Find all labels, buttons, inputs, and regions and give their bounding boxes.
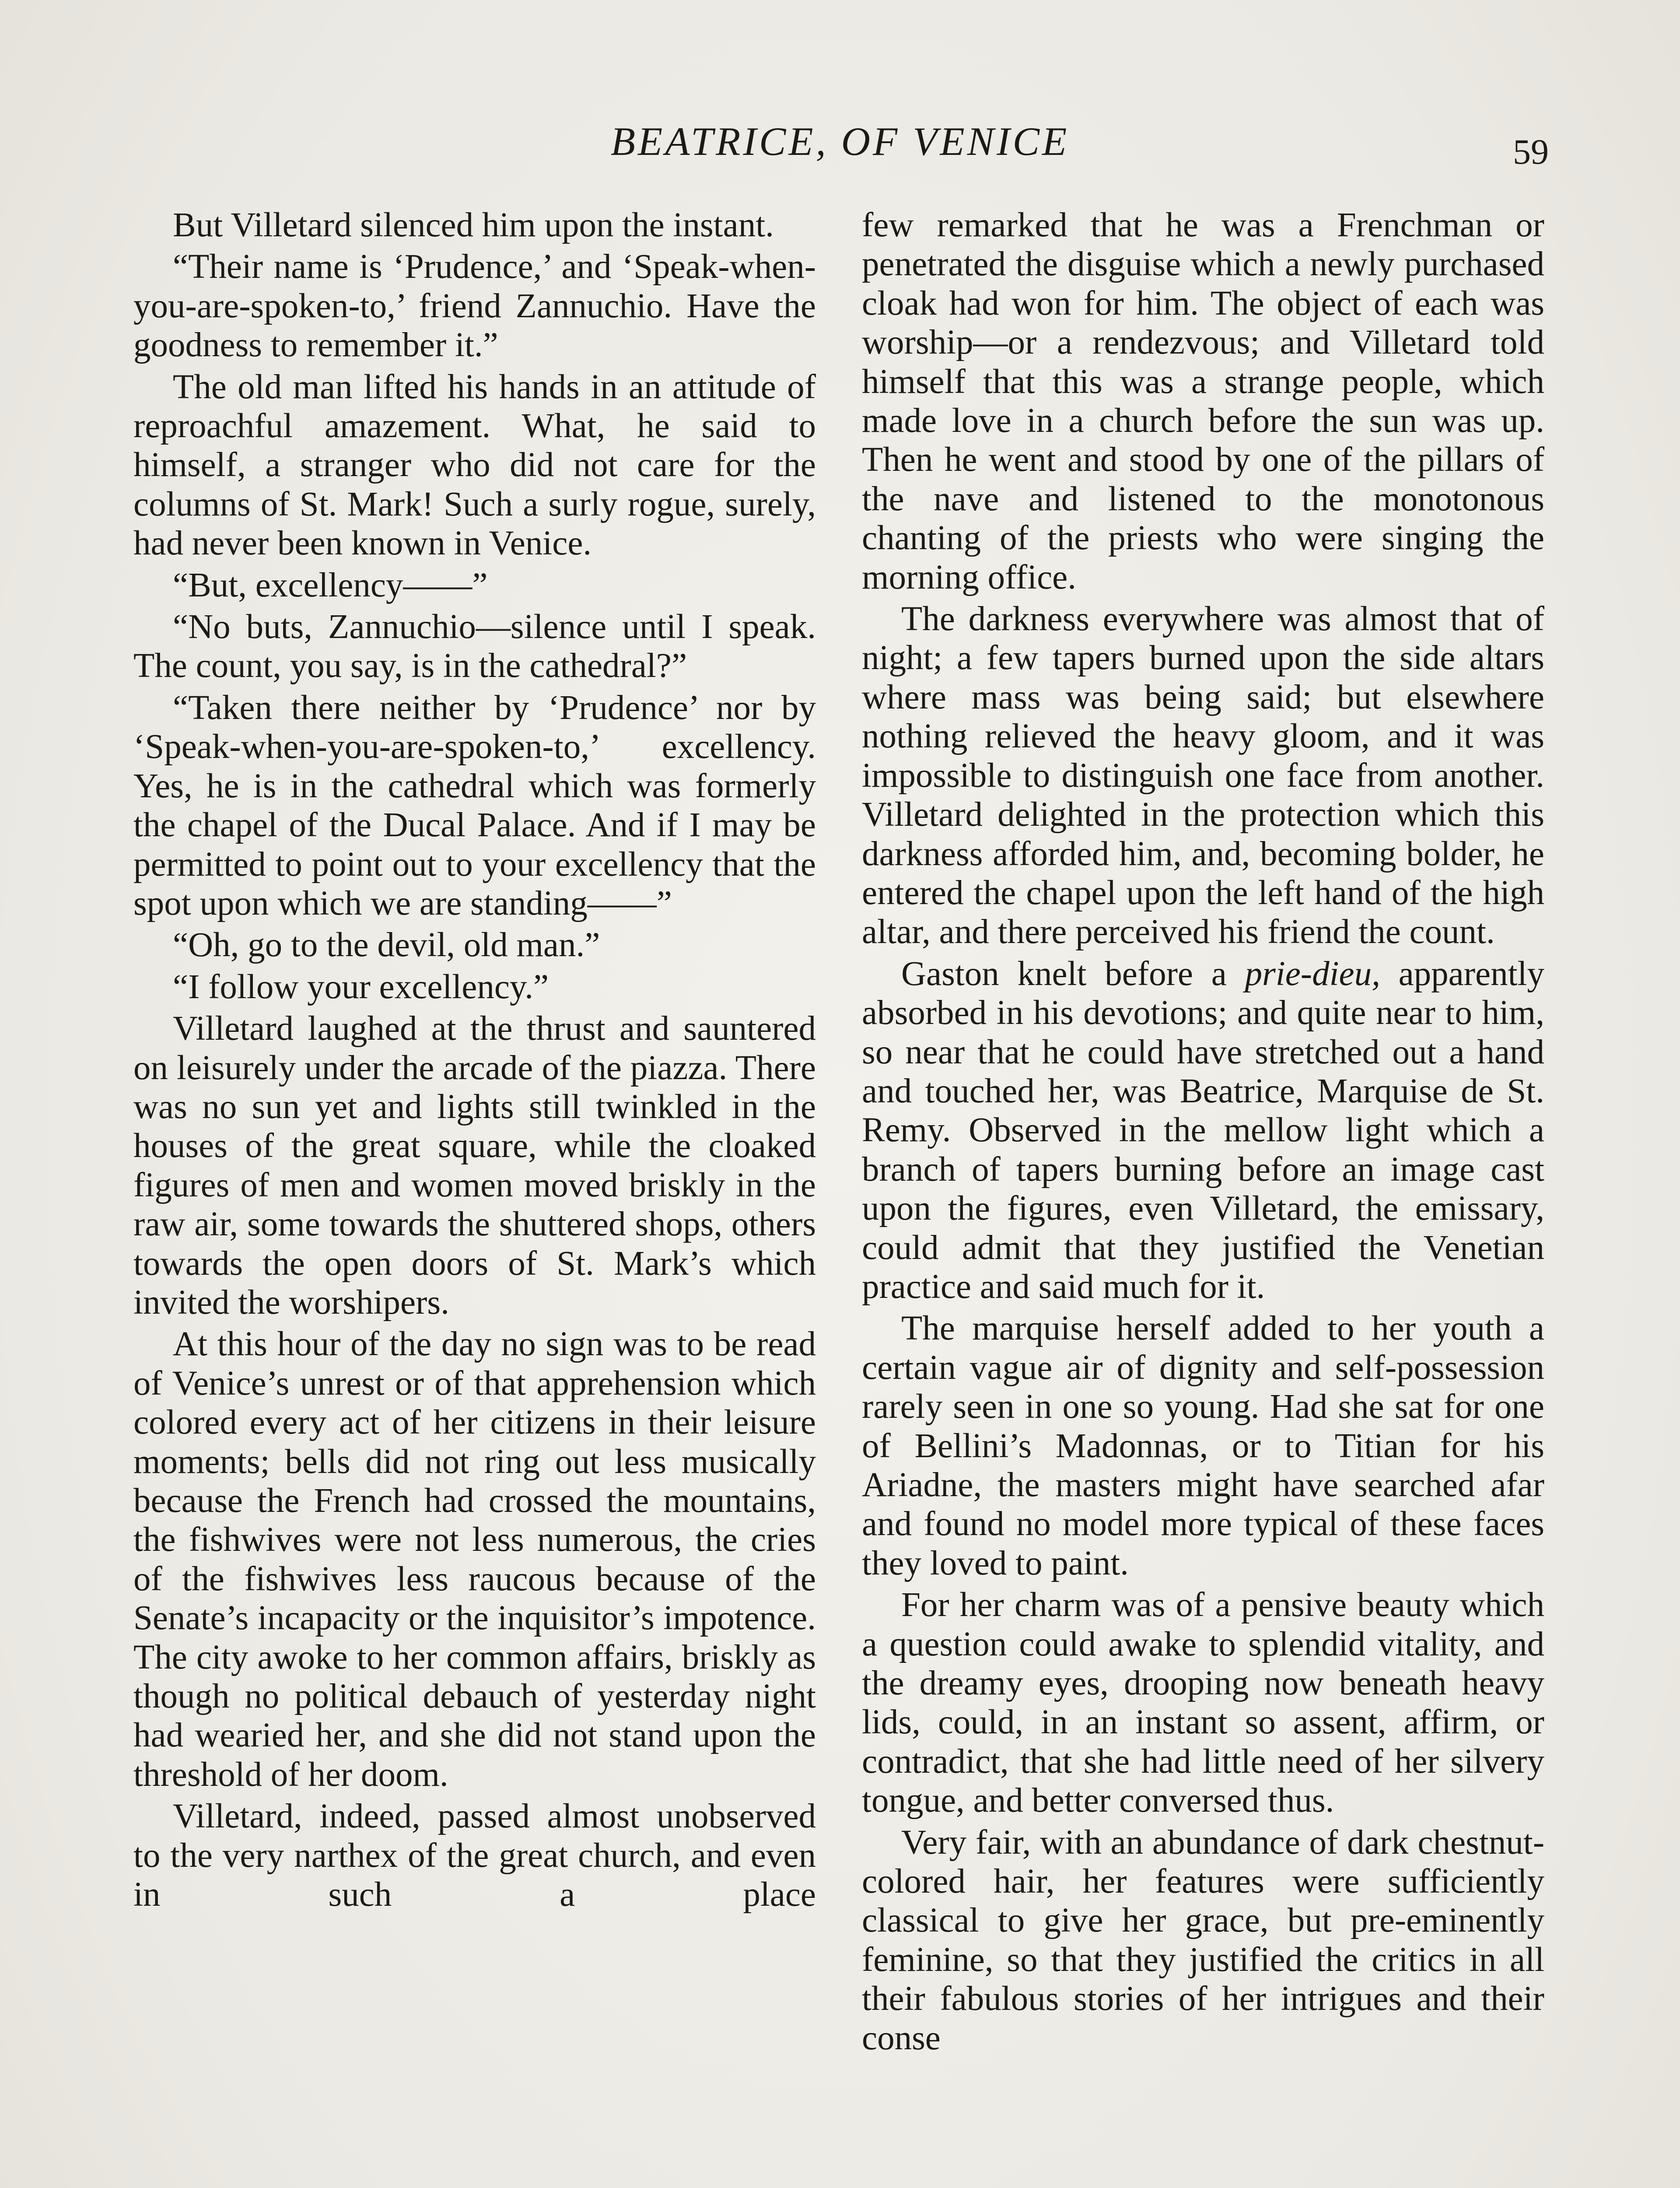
page-number: 59 [1513, 132, 1549, 172]
paragraph-continuation: few remarked that he was a Frenchman or penetrated the disguise which a newly purchased cloak had won for him. The object of each was worship—or a rendezvous; and Villetard told himself that this was a strange people, which made love in a church before the sun was up. Then he went and stood by one of the pillars of the nave and listened to the monotonous chanting of the priests who were singing the morning office. [862, 206, 1544, 596]
paragraph-text: Gaston knelt before a [901, 954, 1245, 993]
paragraph: “Taken there neither by ‘Prudence’ nor by ‘Speak-when-you-are-spoken-to,’ excellency. Yes, he is in the cathedral which was formerly the chapel of the Ducal Palace. And if I may be permitted to point out to your excellency that the spot upon which we are standing——” [133, 688, 816, 922]
paragraph: “Oh, go to the devil, old man.” [173, 926, 600, 964]
italic-term: prie-dieu, [1245, 954, 1380, 993]
right-text-column [862, 206, 1544, 2058]
paragraph: The old man lifted his hands in an attitude of reproachful amazement. What, he said to himself, a stranger who did not care for the columns of St. Mark! Such a surly rogue, surely, had never been known in Venice. [133, 368, 816, 563]
paragraph: At this hour of the day no sign was to be read of Venice’s unrest or of that apprehension which colored every act of her citizens in their leisure moments; bells did not ring out less musically because the French had crossed the mountains, the fishwives were not less numerous, the cries of the fishwives less raucous because of the Senate’s incapacity or the inquisitor’s impotence. The city awoke to her common affairs, briskly as though no political debauch of yesterday night had wearied her, and she did not stand upon the threshold of her doom. [133, 1325, 816, 1794]
paragraph: “But, excellency——” [173, 566, 488, 604]
paragraph: But Villetard silenced him upon the instant. [173, 206, 774, 244]
paragraph: “I follow your excellency.” [173, 968, 549, 1006]
paragraph-text: apparently absorbed in his devotions; and quite near to him, so near that he could have stretched out a hand and touched her, was Beatrice, Marquise de St. Remy. Observed in the mellow light which a branch of tapers burning before an image cast upon the figures, even Villetard, the emissary, could admit that they justified the Venetian practice and said much for it. [862, 954, 1544, 1306]
paragraph: “Their name is ‘Prudence,’ and ‘Speak-when-you-are-spoken-to,’ friend Zannuchio. Have the goodness to remember it.” [133, 248, 816, 365]
paragraph: The darkness everywhere was almost that of night; a few tapers burned upon the side altars where mass was being said; but elsewhere nothing relieved the heavy gloom, and it was impossible to distinguish one face from another. Villetard delighted in the protection which this darkness afforded him, and, becoming bolder, he entered the chapel upon the left hand of the high altar, and there perceived his friend the count. [862, 600, 1544, 951]
left-text-column [133, 206, 816, 1914]
paragraph: The marquise herself added to her youth a certain vague air of dignity and self-possession rarely seen in one so young. Had she sat for one of Bellini’s Madonnas, or to Titian for his Ariadne, the masters might have searched afar and found no model more typical of these faces they loved to paint. [862, 1309, 1544, 1582]
running-title: BEATRICE, OF VENICE [610, 119, 1070, 164]
paragraph: “No buts, Zannuchio—silence until I speak. The count, you say, is in the cathedral?” [133, 608, 816, 685]
paragraph [862, 954, 1544, 1307]
paragraph: For her charm was of a pensive beauty which a question could awake to splendid vitality, and the dreamy eyes, drooping now beneath heavy lids, could, in an instant so assent, affirm, or contradict, that she had little need of her silvery tongue, and better conversed thus. [862, 1586, 1544, 1820]
paragraph: Very fair, with an abundance of dark chestnut-colored hair, her features were sufficiently classical to give her grace, but pre-eminently feminine, so that they justified the critics in all their fabulous stories of her intrigues and their conse [862, 1823, 1544, 2057]
paragraph: Villetard laughed at the thrust and sauntered on leisurely under the arcade of the piazza. There was no sun yet and lights still twinkled in the houses of the great square, while the cloaked figures of men and women moved briskly in the raw air, some towards the shuttered shops, others towards the open doors of St. Mark’s which invited the worshipers. [133, 1010, 816, 1322]
paragraph: Villetard, indeed, passed almost unobserved to the very narthex of the great church, and even in such a place [133, 1797, 816, 1914]
